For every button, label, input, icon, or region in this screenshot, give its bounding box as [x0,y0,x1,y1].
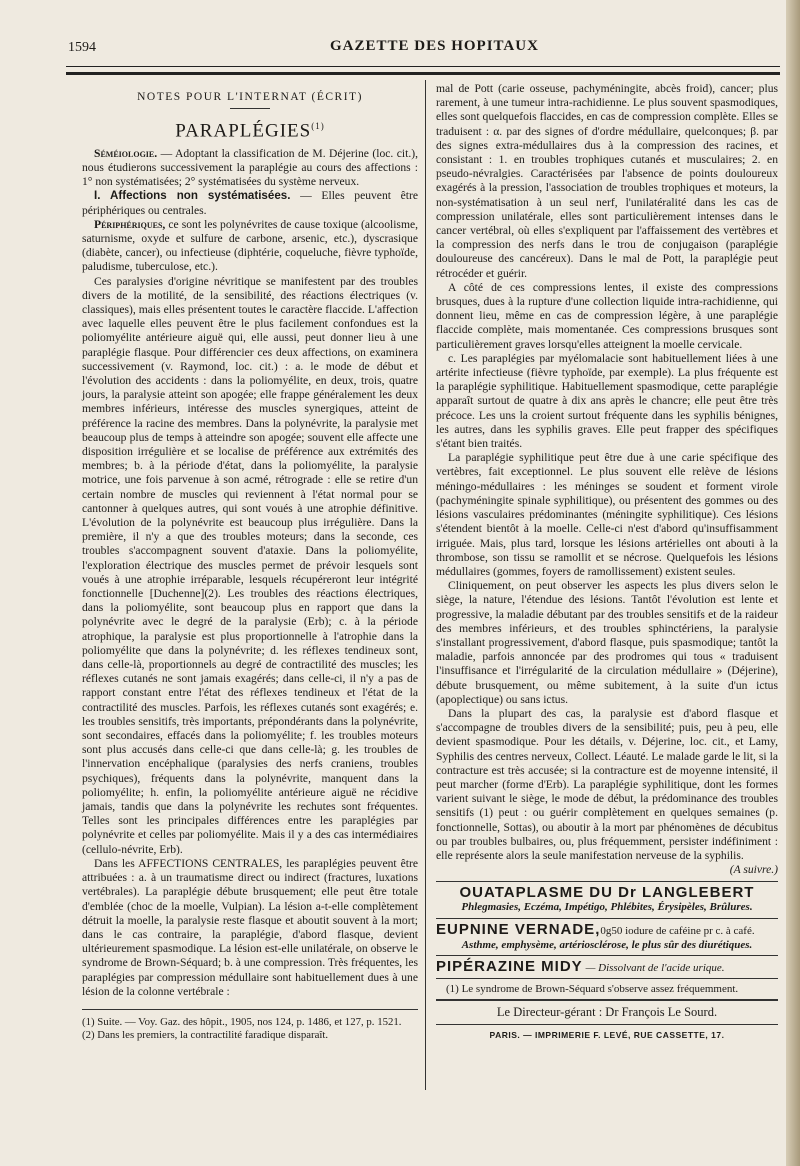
header-rule-thick [66,72,780,75]
paragraph-lead: Séméiologie. [94,146,158,160]
paragraph-text: ce sont les polynévrites de cause toxique (alcoolisme, saturnisme, oxyde et sulfure de carbone, arsenic, etc.), dyscrasique (diabète, cancer), ou infectieuse (diphtérie, coqueluche, fièvre typhoïde, paludisme, tuberculose, etc.). [82,217,419,274]
ad-note: — Dissolvant de l'acide urique. [585,961,725,974]
paragraph-text: Dans la plupart des cas, la paralysie est d'abord flasque et s'accompagne de troubles divers de la sensibilité; puis, peu à peu, elle devient spasmodique. Pour les détails, v. Déjerine, loc. cit., et Lamy, Syphilis des centres nerveux, Collect. Léauté. Le malade garde le lit, si la contracture est très accusée; si la contracture est de moyenne intensité, il peut marcher (forme d'Erb). La paraplégie syphilitique, dont les formes varient suivant le siège, le mode de début, la prédominance des troubles sensitifs (1) peut : ou guérir complètement en quelques semaines (p. fonctionnelle, Sottas), ou aboutir à la mort par phénomènes de décubitus ou par troubles bulbaires, ou, plus fréquemment, persister indéfiniment : elle représente alors la seule manifestation nerveuse de la syphilis. [436,706,778,862]
ad-note: 0g50 iodure de caféine pr c. à café. [600,924,755,937]
director-line: Le Directeur-gérant : Dr François Le Sourd. [496,1005,718,1020]
footnote: (1) Le syndrome de Brown-Séquard s'observe assez fréquemment. [446,983,739,996]
ad-eupnine [436,920,778,952]
ad-divider [436,978,778,979]
footnote: (1) Suite. — Voy. Gaz. des hôpit., 1905, nos 124, p. 1486, et 127, p. 1521. [82,1015,402,1028]
paragraph: c. Les paraplégies par myélomalacie sont habituellement liées à une artérite infectieuse (fièvre typhoïde, par exemple). La plus fréquente est la paraplégie syphilitique. Habituellement spasmodique, cette paraplégie apparaît surtout de quatre à dix ans après le chancre; elle peut être très précoce. Les uns la croient surtout fréquente dans les syphilis bénignes, les autres, dans les syphilis graves. Elle peut frapper des spécifiques s'étant bien traités. [436,351,778,451]
subheading: I. Affections non systématisées. [94,189,291,203]
paragraph [436,706,778,877]
ad-divider [436,881,778,882]
page-number: 1594 [68,40,96,55]
ad-title: PIPÉRAZINE MIDY [436,957,583,975]
header-rule [66,66,780,67]
ad-divider [436,999,778,1001]
page-edge [786,0,800,1166]
paragraph [82,147,418,190]
ad-title: OUATAPLASME DU Dr LANGLEBERT [459,884,755,902]
printer-line: PARIS. — IMPRIMERIE F. LEVÉ, RUE CASSETTE, 17. [489,1029,725,1040]
paragraph-lead: Périphériques, [94,217,166,231]
footnote: (2) Dans les premiers, la contractilité faradique disparaît. [82,1028,329,1041]
ad-subtitle: Phlegmasies, Eczéma, Impétigo, Phlébites, Érysipèles, Brûlures. [461,901,753,914]
paragraph: Dans les AFFECTIONS CENTRALES, les paraplégies peuvent être attribuées : a. à un traumatisme direct ou indirect (fractures, luxations vertébrales). La paraplégie débute brusquement; elle peut être totale d'emblée (choc de la moelle, Vulpian). La lésion a-t-elle complètement détruit la moelle, la paralysie reste flasque et aboutit souvent à la mort; dans le cas contraire, la paraplégie, d'abord flasque, devient ultérieurement spasmodique. La lésion est-elle unilatérale, on observe le syndrome de Brown-Séquard; b. à une compression. Très fréquentes, les paraplégies par compression médullaire sont habituellement dues à une lésion de la colonne vertébrale : [82,856,418,998]
left-column [82,82,418,1042]
footnotes [82,1009,418,1042]
article-title [82,119,418,142]
ad-title: EUPNINE VERNADE, [436,920,601,938]
paragraph [82,218,418,275]
column-divider [425,80,426,1090]
ad-subtitle: Asthme, emphysème, artériosclérose, le plus sûr des diurétiques. [461,938,753,951]
ad-piperazine [436,957,778,975]
journal-title: GAZETTE DES HOPITAUX [330,38,539,54]
ad-divider [436,918,778,919]
article-title-note: (1) [311,121,325,132]
paragraph: Ces paralysies d'origine névritique se manifestent par des troubles divers de la motilité, de la sensibilité, des réactions électriques (v. classiques), mais elles présentent toutes le caractère flaccide. L'affection avec laquelle elles peuvent être le plus facilement confondues est la poliomyélite antérieure aiguë qui, elle aussi, peut donner lieu à une paraplégie flasque. Pour différencier ces deux affections, on examinera successivement (v. Raymond, loc. cit.) : a. le mode de début et l'évolution des accidents : dans la poliomyélite, en deux, trois, quatre jours, la paralysie atteint son apogée; elle frappe généralement les deux membres inférieurs, intéresse des muscles synergiques, atteint de préférence la racine des membres. Dans la polynévrite, la paralysie met beaucoup plus de temps à atteindre son apogée; souvent elle affecte une disposition irrégulière et se localise de préférence aux extrémités des membres; b. à la période d'état, dans la poliomyélite, la paralysie motrice, une fois parvenue à son acmé, rétrograde : elle se retire d'un certain nombre de muscles qui reviennent à l'état normal pour se cantonner à quelques autres, qui sont voués à une atrophie définitive. L'évolution de la polynévrite est beaucoup plus irrégulière. Dans la première, il n'y a que des troubles moteurs; dans la seconde, ces troubles s'accompagnent souvent d'ataxie. Dans la poliomyélite, l'exploration électrique des muscles permet de prévoir lesquels sont voués à une atrophie irréparable, lesquels récupéreront leur intégrité fonctionnelle [Duchenne](2). Les troubles des réactions électriques, dans la poliomyélite, sont beaucoup plus en rapport que dans la polynévrite avec le degré de la paralysie (Erb); c. à la période atrophique, la paralysie est plus proportionnelle à l'atrophie dans la poliomyélite que dans la polynévrite; d. les réflexes tendineux sont, dans celle-là, proportionnels au degré de contractilité des muscles; les réflexes cutanés ne sont jamais exagérés; dans celle-ci, il n'y a pas de rapport constant entre l'état des réflexes tendineux et l'état de la contractilité des muscles. Parfois, les réflexes cutanés sont exagérés; e. les troubles sensitifs, très importants, prépondérants dans la polynévrite, sont secondaires, effacés dans la poliomyélite; f. les troubles moteurs sont plus accusés dans celle-ci que dans celle-là; g. les troubles de l'innervation encéphalique (paralysies des nerfs craniens, troubles psychiques), fréquents dans la polynévrite, manquent dans la poliomyélite; h. enfin, la poliomyélite antérieure aiguë ne récidive jamais, tandis que dans la polynévrite les rechutes sont fréquentes. Telles sont les principales différences entre les paraplégies par polynévrite et celles par poliomyélite. Mais il y a des cas intermédiaires (cellulo-névrite, Erb). [82,274,418,856]
ad-ouataplasme [436,886,778,914]
paragraph: mal de Pott (carie osseuse, pachyméningite, abcès froid), cancer; plus rarement, à une tumeur intra-rachidienne. Le plus souvent spasmodiques, elles sont quelquefois flaccides, en cas de compression complète. Elles se traduisent : α. par des signes of d'ordre médullaire, quelconques; β. par des signes extra-médullaires dus à la compression des racines, et consistant : 1. en troubles trophiques cutanés et musculaires; 2. en pseudo-névralgies. Caractérisées par l'absence de points douloureux exagérés à la pression, l'association de troubles trophiques et moteurs, la non-systématisation à un seul nerf, l'unilatéralité dans les cas de compression unilatérale, elles sont particulièrement intenses dans le cancer vertébral, où elles s'expliquent par l'affaissement des vertèbres et la compression des nerfs dans le trou de conjugaison (paraplégie douloureuse des cancéreux). Dans le mal de Pott, la paraplégie peut rétrocéder et guérir. [436,82,778,280]
right-column [436,82,778,1042]
subheading-paragraph [82,189,418,217]
paragraph: A côté de ces compressions lentes, il existe des compressions brusques, dues à la rupture d'une collection liquide intra-rachidienne, qui donnent lieu, même en cas de compression légère, à une paraplégie flaccide complète, mais momentanée. Ces compressions brusques sont particulièrement graves lorsqu'elles atteignent la moelle cervicale. [436,280,778,351]
paragraph-text: — Elles peuvent être périphériques ou centrales. [82,189,419,217]
paragraph: La paraplégie syphilitique peut être due à une carie spécifique des vertèbres, fait exceptionnel. Le plus souvent elle relève de lésions méningo-médullaires : les méninges se soudent et forment virole (pachyméningite spinale syphilitique), ou présentent des gommes ou des lésions vasculaires prédominantes (méningite syphilitique). Ces lésions s'étendent bientôt à la moelle. Celle-ci n'est d'abord qu'insuffisamment irriguée. Mais, plus tard, lorsque les lésions artérielles ont abouti à la thrombose, son tissu se ramollit et se nécrose. Quelquefois les lésions médullaires (gommes, foyers de ramollissement) existent seules. [436,451,778,578]
short-divider [230,108,270,109]
ad-divider [436,955,778,956]
to-be-continued: (A suivre.) [729,863,778,877]
section-heading: NOTES POUR L'INTERNAT (ÉCRIT) [137,91,363,103]
paragraph-text: — Adoptant la classification de M. Déjerine (loc. cit.), nous étudierons successivement la paraplégie au cours des affections : 1° non systématisées; 2° systématisées du système nerveux. [82,146,418,189]
article-title-text: PARAPLÉGIES [175,120,312,142]
ad-divider [436,1024,778,1025]
paragraph: Cliniquement, on peut observer les aspects les plus divers selon le siège, la nature, l'étendue des lésions. Tantôt l'évolution est lente et progressive, la maladie débutant par des troubles sensitifs et de la raideur des membres inférieurs, et des troubles sphinctériens, la paralysie s'installant progressivement, d'abord flasque, puis spasmodique; tantôt la maladie, parfois annoncée par des prodromes qui tous « traduisent l'insuffisance et l'irrégularité de la circulation médullaire » (Déjerine), débute brusquement, ou même subitement, à la suite d'un ictus (apoplectique) ou sans ictus. [436,579,778,706]
